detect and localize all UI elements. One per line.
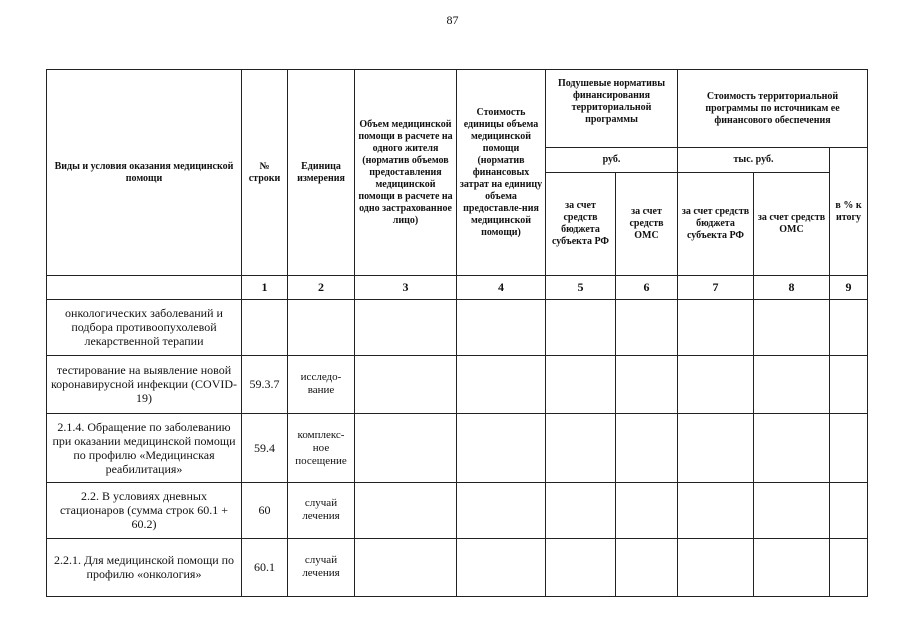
header-thousand-rub: тыс. руб. (678, 148, 830, 172)
table-row (47, 355, 868, 413)
row-unit: комплекс-ное посещение (288, 413, 355, 482)
row-name: 2.2.1. Для медицинской помощи по профилю «онкология» (47, 538, 242, 596)
row-unit: случай лечения (288, 483, 355, 538)
row-code: 60.1 (242, 538, 288, 596)
header-rub: руб. (546, 148, 678, 172)
row-cell (457, 483, 546, 538)
medical-care-table (46, 69, 868, 597)
table-row (47, 538, 868, 596)
column-number: 3 (355, 276, 457, 300)
row-code: 60 (242, 483, 288, 538)
header-percent: в % к итогу (830, 148, 868, 276)
row-cell (678, 538, 754, 596)
row-code (242, 300, 288, 355)
row-code: 59.4 (242, 413, 288, 482)
page-number: 87 (446, 13, 459, 27)
table-row (47, 413, 868, 482)
row-unit: исследо-вание (288, 355, 355, 413)
header-cost: Стоимость единицы объема медицинской помощи (норматив финансовых затрат на единицу объема предоставле-ния медицинской помощи) (457, 70, 546, 276)
header-kind: Виды и условия оказания медицинской помощи (47, 70, 242, 276)
column-number: 2 (288, 276, 355, 300)
row-cell (678, 413, 754, 482)
row-unit (288, 300, 355, 355)
header-row-1 (47, 70, 868, 148)
column-number: 6 (616, 276, 678, 300)
row-cell (457, 355, 546, 413)
row-cell (616, 413, 678, 482)
column-numbers-row (47, 276, 868, 300)
row-cell (546, 483, 616, 538)
column-number-blank (47, 276, 242, 300)
row-cell (355, 483, 457, 538)
row-cell (616, 538, 678, 596)
row-cell (754, 300, 830, 355)
column-number: 4 (457, 276, 546, 300)
row-cell (457, 300, 546, 355)
column-number: 7 (678, 276, 754, 300)
column-number: 8 (754, 276, 830, 300)
row-cell (546, 538, 616, 596)
row-name: тестирование на выявление новой коронавирусной инфекции (COVID-19) (47, 355, 242, 413)
row-cell (754, 483, 830, 538)
row-cell (678, 483, 754, 538)
header-oms-2: за счет средств ОМС (754, 172, 830, 276)
table-row (47, 483, 868, 538)
row-cell (355, 538, 457, 596)
row-cell (546, 355, 616, 413)
row-name: онкологических заболеваний и подбора противоопухолевой лекарственной терапии (47, 300, 242, 355)
header-volume: Объем медицинской помощи в расчете на одного жителя (норматив объемов предоставления медицинской помощи в расчете на одно застрахованное лицо) (355, 70, 457, 276)
row-code: 59.3.7 (242, 355, 288, 413)
row-cell (830, 538, 868, 596)
column-number: 1 (242, 276, 288, 300)
header-unit: Единица измерения (288, 70, 355, 276)
row-cell (754, 355, 830, 413)
row-cell (830, 300, 868, 355)
row-cell (355, 355, 457, 413)
row-cell (754, 413, 830, 482)
table-row (47, 300, 868, 355)
row-cell (678, 300, 754, 355)
header-row-number: № строки (242, 70, 288, 276)
row-cell (457, 538, 546, 596)
row-cell (754, 538, 830, 596)
row-cell (616, 300, 678, 355)
header-per-capita: Подушевые нормативы финансирования территориальной программы (546, 70, 678, 148)
row-cell (830, 483, 868, 538)
column-number: 9 (830, 276, 868, 300)
header-budget: за счет средств бюджета субъекта РФ (546, 172, 616, 276)
row-cell (830, 355, 868, 413)
row-cell (678, 355, 754, 413)
row-cell (457, 413, 546, 482)
row-unit: случай лечения (288, 538, 355, 596)
row-cell (355, 300, 457, 355)
header-oms: за счет средств ОМС (616, 172, 678, 276)
row-name: 2.2. В условиях дневных стационаров (сумма строк 60.1 + 60.2) (47, 483, 242, 538)
row-cell (546, 300, 616, 355)
row-cell (355, 413, 457, 482)
row-cell (616, 483, 678, 538)
header-budget-rf: за счет средств бюджета субъекта РФ (678, 172, 754, 276)
column-number: 5 (546, 276, 616, 300)
row-name: 2.1.4. Обращение по заболеванию при оказании медицинской помощи по профилю «Медицинская реабилитация» (47, 413, 242, 482)
row-cell (616, 355, 678, 413)
row-cell (830, 413, 868, 482)
header-program-cost: Стоимость территориальной программы по источникам ее финансового обеспечения (678, 70, 868, 148)
row-cell (546, 413, 616, 482)
